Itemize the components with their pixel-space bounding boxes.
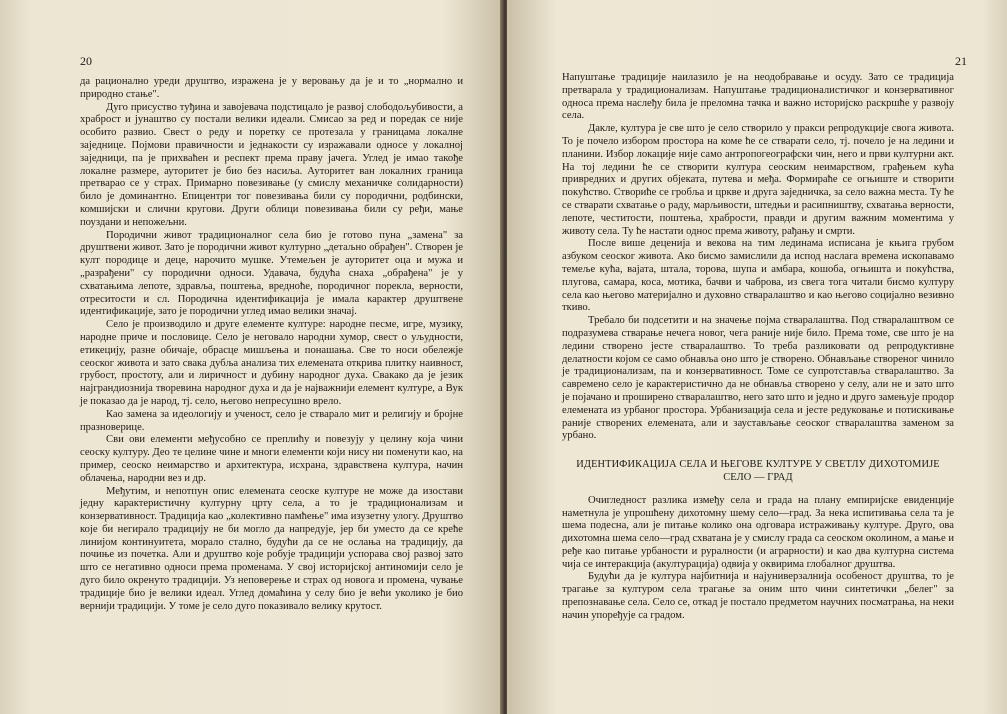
paragraph: Породични живот традиционалног села био је готово пуна „замена" за друштвени живот. Зато је породични живот културно „детаљно обрађен". Створен је култ породице и деце, нарочито мушке. Утемељен је ауторитет оца и мужа и „разрађени" су породични односи. Удавача, будућа снаха „обрађена" је у схватањима лепоте, здравља, поштења, вредноће, породичног порекла, верности, отреситости и сл. Породична идентификација је имала карактер друштвене идентификације, зато је породични углед имао велики значај. [80, 229, 463, 318]
paragraph: Дакле, култура је све што је село створило у пракси репродукције свога живота. То је почело избором простора на коме ће се стварати село, тј. почело је на ледини и планини. Избор локације није само антропогеографски чин, него и први културни акт. На тој ледини ће се створити култура сеоским неимарством, грађењем кућа привредних и других објеката, путева и међа. Формираће се огњиште и створити покућство. Створиће се гробља и цркве и друга заједничка, за село важна места. Ту ће се стварати схватање о раду, марљивости, штедњи и расипништву, схватања верности, лепоте, честитости, поштења, храбрости, правди и другим важним моментима у животу села. Ту ће настати однос према животу, рађању и смрти. [562, 123, 954, 237]
section-heading: ИДЕНТИФИКАЦИЈА СЕЛА И ЊЕГОВЕ КУЛТУРЕ У СВЕТЛУ ДИХОТОМИЈЕ СЕЛО — ГРАД [576, 459, 940, 483]
right-page-number: 21 [955, 54, 967, 68]
paragraph: Дуго присуство туђина и завојевача подстицало је развој слободољубивости, а храброст и јунаштво су постали велики идеали. Смисао за ред и поредак се није особито развио. Свест о реду и поретку се протезала у границама локалне заједнице. Појмови правичности и једнакости су изражавали односе у локалној заједници, па је прихваћен и респект према праву јачега. Углед је имао такође локалне размере, ауторитет је био без насиља. Ауторитет ван локалних граница претварао се у страх. Примарно повезивање (у смислу механичке солидарности) било је доминантно. Епицентри тог повезивања били су породични, родбински, комшијски и слични кругови. Други облици повезивања били су ређи, мање поуздани и непожељни. [80, 101, 463, 228]
paragraph: Напуштање традиције наилазило је на неодобравање и осуду. Зато се традиција претварала у традиционализам. Напуштање традиционалистичког и конзервативног односа према наслеђу била је преломна тачка и важно историјско раскршће у развоју села. [562, 72, 954, 122]
paragraph: После више деценија и векова на тим лединама исписана је књига грубом азбуком сеоског живота. Ако бисмо замислили да испод наслага времена ископавамо темеље кућа, вајата, штала, торова, шупа и амбара, кошоба, огњишта и покућства, плугова, самара, коса, мотика, бачви и чаброва, из свега тога читали бисмо културу села као његово материјално и духовно стваралаштво и као његово социјално везивно ткиво. [562, 238, 954, 314]
paragraph: Сви ови елементи међусобно се преплићу и повезују у целину која чини сеоску културу. Део те целине чине и многи елементи који нису ни поменути као, на пример, сеоско неимарство и архитектура, исхрана, здравствена култура, начин облачења, народни вез и др. [80, 434, 463, 484]
right-page [507, 0, 1007, 714]
paragraph: Будући да је култура најбитнија и најуниверзалнија особеност друштва, то је трагање за културом села трагање за оним што чини синтетички „белег" за препознавање села. Село се, откад је постало предметом научних посматрања, на неки начин упоређује са градом. [562, 571, 954, 621]
paragraph: да рационално уреди друштво, изражена је у веровању да је и то „нормално и природно стање". [80, 76, 463, 100]
paragraph: Као замена за идеологију и ученост, село је стварало мит и религију и бројне празноверице. [80, 408, 463, 433]
paragraph: Међутим, и непотпун опис елемената сеоске културе не може да изостави једну карактеристичну културну црту села, а то је традиционализам и конзервативност. Традиција као „колективно памћење" има изузетну улогу. Друштво које би негирало традицију не би могло да напредује, јер би уместо да се креће линијом континуитета, морало стално, будући да се не ослања на традицију, да почиње из почетка. Али и друштво које робује традицији успорава свој развој зато што се негативно односи према променама. У свој историјској антиномији село је дуго било окренуто традицији. Уз неповерење и страх од новога и промена, чување традиције био је велики идеал. Углед домаћина у селу био је већи уколико је био вернији традицији. У томе је село дуго показивало велику крутост. [80, 485, 463, 612]
left-page-body [80, 76, 463, 613]
left-page [0, 0, 503, 714]
paragraph: Село је производило и друге елементе културе: народне песме, игре, музику, народне приче и пословице. Село је неговало народни хумор, свест о уљудности, етикецију, разне обичаје, обрасце мишљења и понашања. Све то носи обележје сеоског живота и зато свака дубља анализа тих елемената открива плитку наивност, грубост, простоту, али и лиричност и дубину народног духа. Свакако да је језик најграндиознија творевина народног духа и да је најважнији елемент културе, а Вук је показао да је народ, тј. село, његово непресушно врело. [80, 319, 463, 407]
paragraph: Требало би подсетити и на значење појма стваралаштва. Под стваралаштвом се подразумева стварање нечега новог, чега раније није било. Према томе, све што је на ледини створено јесте стваралаштво. То треба разликовати од репродуктивне делатности којом се само обнавља оно што је створено. Обнављање створеног чинило је традиционализам, па и конзервативност. Томе се супротставља стваралаштво. За савремено село је карактеристично да не обнавља створено у селу, али не и зато што је појачано и проширено стваралаштво, него зато што и једно и друго замењује продор елемената из урбаног простора. Урбанизација села и јесте редуковање и потискивање раније створених елемената, али и заустављање сеоског стваралаштва заменом за урбано. [562, 315, 954, 442]
left-page-number: 20 [80, 54, 92, 68]
paragraph: Очигледност разлика између села и града на плану емпиријске евиденције наметнула је упрошћену дихотомну шему село—град. За нека испитивања села та је шема подесна, али је питање колико она одговара истраживању културе. Друго, ова дихотомна шема село—град схватана је у смислу града са сеоском околином, а мање и ређе као питање урбаности и руралности (и аграрности) и као два културна система чија се интеракција (акултурација) одвија у оквирима глобалног друштва. [562, 494, 954, 570]
right-page-body [562, 72, 954, 623]
